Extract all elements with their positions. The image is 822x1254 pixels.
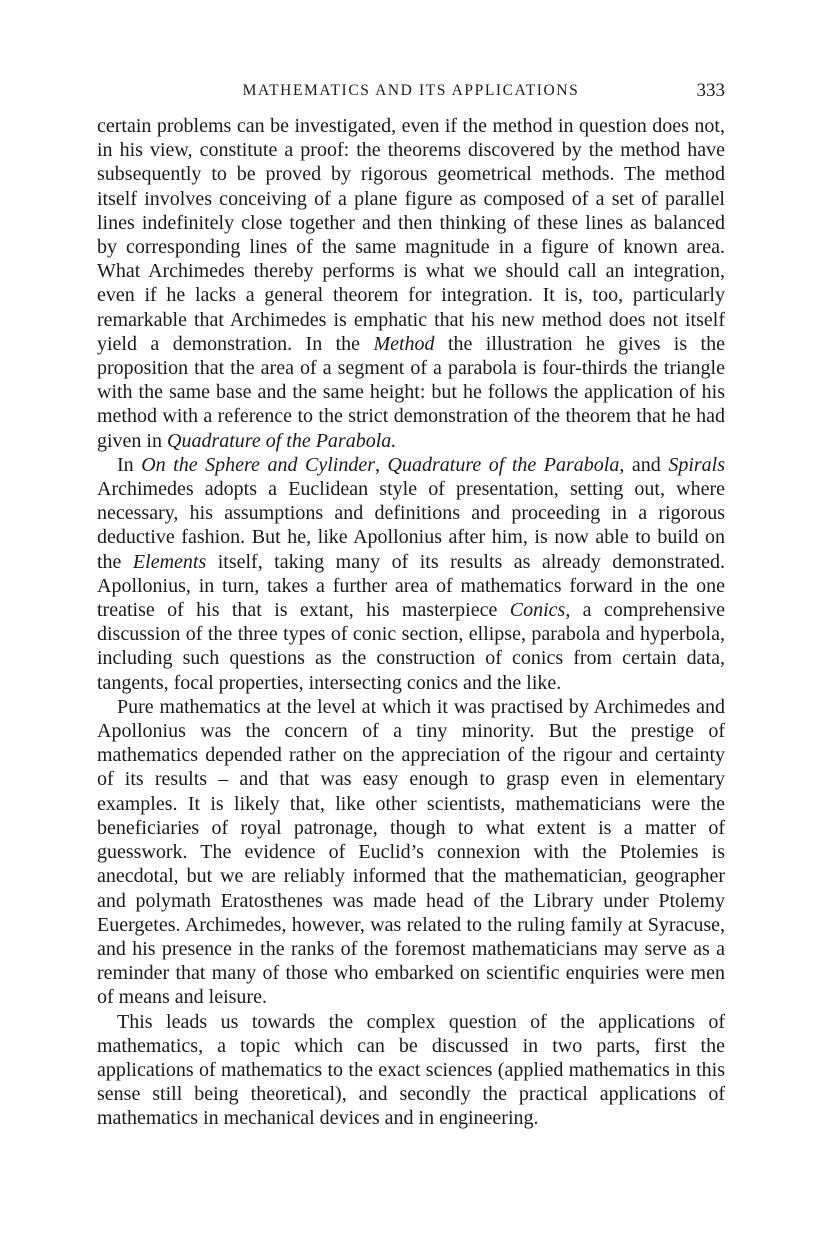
body-text <box>97 114 725 1131</box>
paragraph <box>97 695 725 1010</box>
italic-title: Elements <box>132 550 207 573</box>
paragraph <box>97 453 725 695</box>
text-run: This leads us towards the complex question of the applications of mathematics, a topic which can be discussed in two parts, first the applications of mathematics to the exact sciences (applied mathematics in this sense still being theoretical), and secondly the practical applications of mathematics in mechanical devices and in engineering. <box>97 1010 725 1130</box>
text-run: In <box>117 453 142 476</box>
running-head <box>97 80 725 104</box>
paragraph <box>97 114 725 453</box>
text-run: Archimedes adopts a Euclidean style of presentation, setting out, where necessary, his assumptions and definitions and proceeding in a rigorous deductive fashion. But he, like Apollonius after him, is now able to build on the <box>97 478 725 573</box>
italic-title: Quadrature of the Parabola <box>387 453 620 476</box>
italic-title: Quadrature of the Parabola. <box>167 429 397 452</box>
text-run: , a comprehensive discussion of the three types of conic section, ellipse, parabola and hyperbola, including such questions as the construction of conics from certain data, tangents, focal properties, intersecting conics and the like. <box>97 599 725 694</box>
italic-title: On the Sphere and Cylinder <box>141 453 375 476</box>
text-run: , <box>375 453 388 476</box>
italic-title: Method <box>373 332 435 355</box>
text-run: the illustration he gives is the proposition that the area of a segment of a parabola is four-thirds the triangle with the same base and the same height: but he follows the application of his method with a reference to the strict demonstration of the theorem that he had given in <box>97 332 725 452</box>
text-run: , and <box>619 453 669 476</box>
text-run: itself, taking many of its results as already demonstrated. Apollonius, in turn, takes a further area of mathematics forward in the one treatise of his that is extant, his masterpiece <box>97 550 725 622</box>
page-number: 333 <box>696 80 725 101</box>
italic-title: Conics <box>509 599 566 622</box>
text-run: Pure mathematics at the level at which it was practised by Archimedes and Apollonius was the concern of a tiny minority. But the prestige of mathematics depended rather on the appreciation of the rigour and certainty of its results – and that was easy enough to grasp even in elementary examples. It is likely that, like other scientists, mathematicians were the beneficiaries of royal patronage, though to what extent is a matter of guesswork. The evidence of Euclid’s connexion with the Ptolemies is anecdotal, but we are reliably informed that the mathematician, geographer and polymath Eratosthenes was made head of the Library under Ptolemy Euergetes. Archimedes, however, was related to the ruling family at Syracuse, and his presence in the ranks of the foremost mathematicians may serve as a reminder that many of those who embarked on scientific enquiries were men of means and leisure. <box>97 695 725 1009</box>
running-head-title: MATHEMATICS AND ITS APPLICATIONS <box>242 82 580 99</box>
italic-title: Spirals <box>668 453 725 476</box>
paragraph <box>97 1010 725 1131</box>
text-run: certain problems can be investigated, even if the method in question does not, in his view, constitute a proof: the theorems discovered by the method have subsequently to be proved by rigorous geometrical methods. The method itself involves conceiving of a plane figure as composed of a set of parallel lines indefinitely close together and then thinking of these lines as balanced by corresponding lines of the same magnitude in a figure of known area. What Archimedes thereby performs is what we should call an integration, even if he lacks a general theorem for integration. It is, too, particularly remarkable that Archimedes is emphatic that his new method does not itself yield a demonstration. In the <box>97 115 725 355</box>
